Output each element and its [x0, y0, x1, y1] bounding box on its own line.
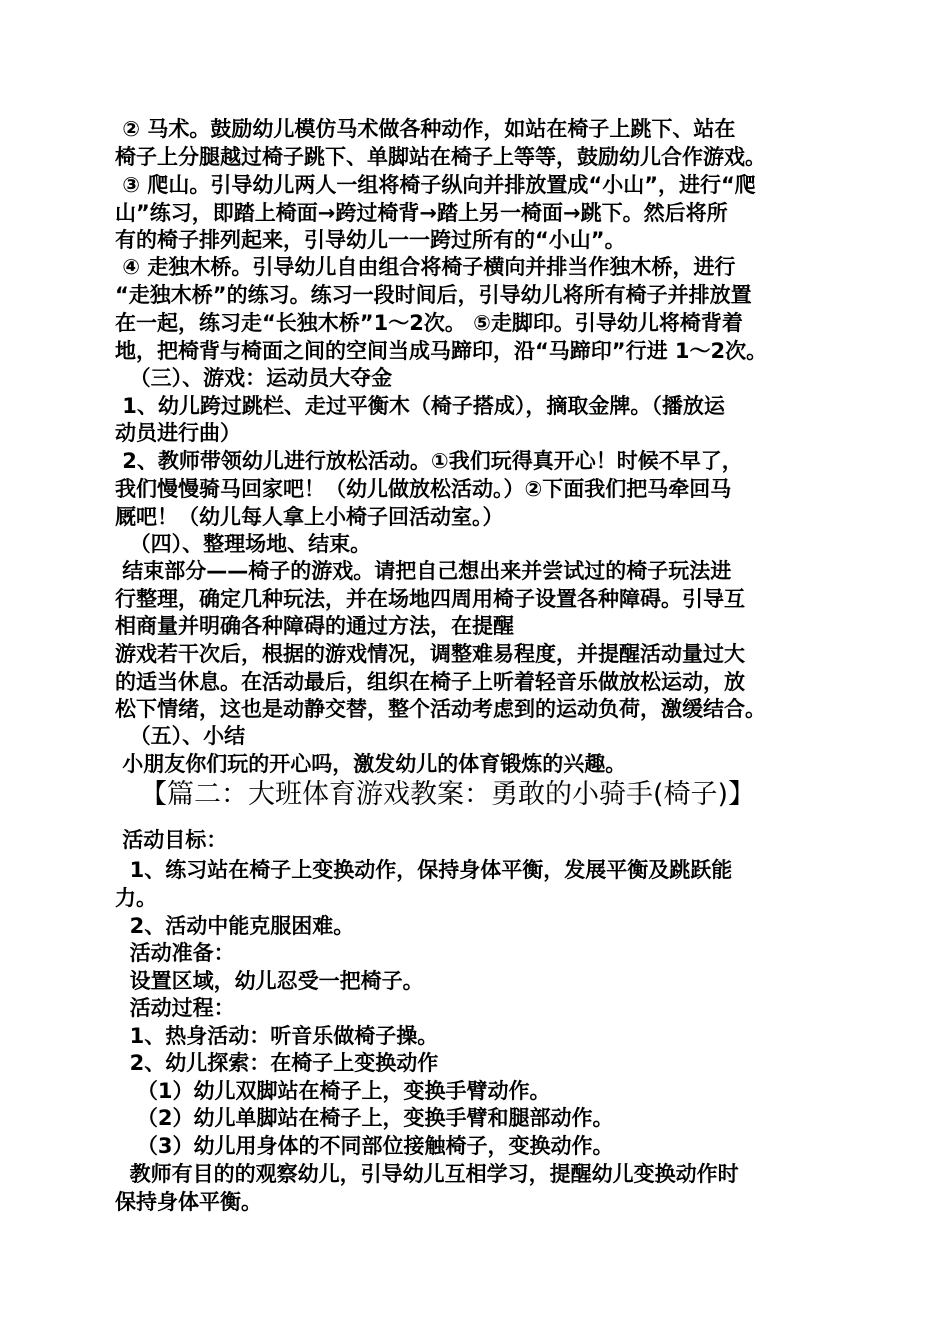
text-line: 1、幼儿跨过跳栏、走过平衡木（椅子搭成），摘取金牌。（播放运	[115, 394, 725, 418]
article-heading: 【篇二：大班体育游戏教案：勇敢的小骑手(椅子)】	[140, 779, 756, 810]
text-line: 1、热身活动：听音乐做椅子操。	[115, 1024, 439, 1048]
text-line: 游戏若干次后，根据的游戏情况，调整难易程度，并提醒活动量过大	[115, 642, 745, 666]
text-line: 行整理，确定几种玩法，并在场地四周用椅子设置各种障碍。引导互	[115, 587, 745, 611]
text-line: 动员进行曲）	[115, 421, 241, 445]
text-line: 2、幼儿探索：在椅子上变换动作	[115, 1051, 439, 1075]
text-line: ③ 爬山。引导幼儿两人一组将椅子纵向并排放置成“小山”，进行“爬	[115, 173, 756, 197]
text-line: 保持身体平衡。	[115, 1190, 262, 1214]
text-line: 1、练习站在椅子上变换动作，保持身体平衡，发展平衡及跳跃能	[115, 858, 733, 882]
text-line: 山”练习，即踏上椅面→跨过椅背→踏上另一椅面→跳下。然后将所	[115, 201, 728, 225]
section-heading: （四）、整理场地、结束。	[115, 532, 372, 556]
text-line: 松下情绪，这也是动静交替，整个活动考虑到的运动负荷，激缓结合。	[115, 697, 766, 721]
text-line: 结束部分——椅子的游戏。请把自己想出来并尝试过的椅子玩法进	[115, 559, 732, 583]
text-line: 活动过程：	[115, 996, 235, 1020]
text-line: 的适当休息。在活动最后，组织在椅子上听着轻音乐做放松运动，放	[115, 670, 745, 694]
text-line: “走独木桥”的练习。练习一段时间后，引导幼儿将所有椅子并排放置	[115, 283, 752, 307]
text-line: 我们慢慢骑马回家吧！（幼儿做放松活动。）②下面我们把马牵回马	[115, 477, 732, 501]
text-line: 椅子上分腿越过椅子跳下、单脚站在椅子上等等，鼓励幼儿合作游戏。	[115, 145, 766, 169]
text-line: ② 马术。鼓励幼儿模仿马术做各种动作，如站在椅子上跳下、站在	[115, 117, 736, 141]
text-line: （1）幼儿双脚站在椅子上，变换手臂动作。	[115, 1079, 551, 1103]
text-line: 2、教师带领幼儿进行放松活动。①我们玩得真开心！时候不早了，	[115, 449, 743, 473]
text-line: 有的椅子排列起来，引导幼儿一一跨过所有的“小山”。	[115, 228, 626, 252]
section-heading: （三）、游戏：运动员大夺金	[115, 366, 393, 390]
text-line: 教师有目的的观察幼儿，引导幼儿互相学习，提醒幼儿变换动作时	[115, 1162, 739, 1186]
section-heading: （五）、小结	[115, 724, 246, 748]
text-line: 力。	[115, 886, 157, 910]
text-line: 设置区域，幼儿忍受一把椅子。	[115, 969, 424, 993]
text-line: 活动目标：	[115, 828, 228, 852]
text-line: ④ 走独木桥。引导幼儿自由组合将椅子横向并排当作独木桥，进行	[115, 255, 736, 279]
text-line: 厩吧！（幼儿每人拿上小椅子回活动室。）	[115, 505, 504, 529]
text-line: 小朋友你们玩的开心吗，激发幼儿的体育锻炼的兴趣。	[115, 752, 627, 776]
text-line: （3）幼儿用身体的不同部位接触椅子，变换动作。	[115, 1134, 614, 1158]
text-line: 活动准备：	[115, 941, 235, 965]
text-line: 在一起，练习走“长独木桥”1～2次。 ⑤走脚印。引导幼儿将椅背着	[115, 311, 743, 335]
text-line: （2）幼儿单脚站在椅子上，变换手臂和腿部动作。	[115, 1106, 614, 1130]
text-line: 2、活动中能克服困难。	[115, 914, 355, 938]
text-line: 相商量并明确各种障碍的通过方法，在提醒	[115, 614, 514, 638]
text-line: 地，把椅背与椅面之间的空间当成马蹄印，沿“马蹄印”行进 1～2次。	[115, 339, 768, 363]
